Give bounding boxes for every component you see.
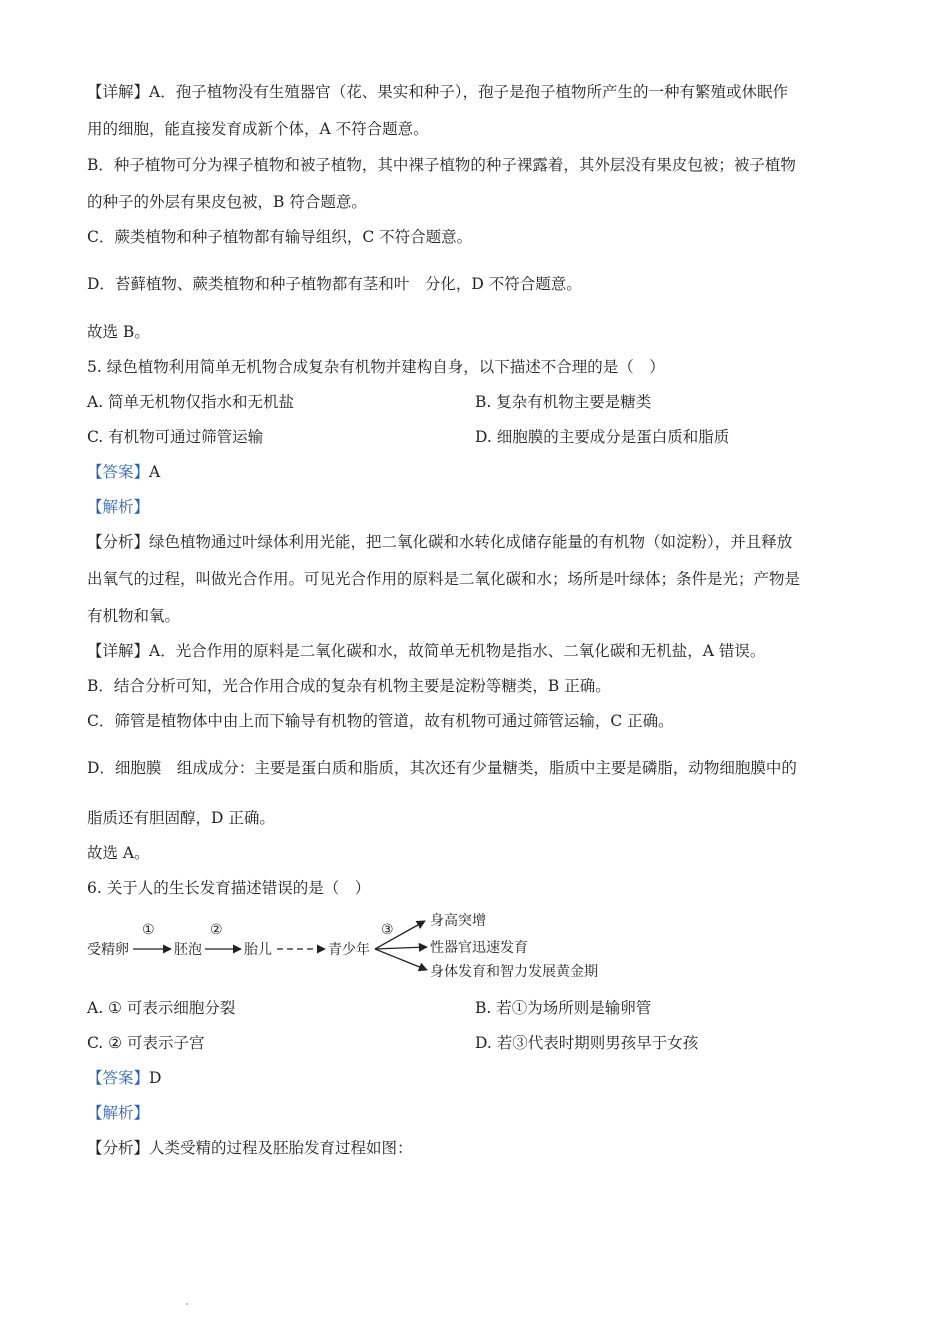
q6-option-b: B. 若①为场所则是输卵管 — [475, 999, 652, 1017]
q6-option-a: A. ① 可表示细胞分裂 — [87, 999, 236, 1017]
q5-option-a: A. 简单无机物仅指水和无机盐 — [87, 393, 295, 411]
arrow-branch-2 — [375, 947, 427, 949]
q5-option-c: C. 有机物可通过筛管运输 — [87, 428, 264, 446]
q5-detail-line-2: B．结合分析可知，光合作用合成的复杂有机物主要是淀粉等糖类，B 正确。 — [87, 677, 611, 695]
q4-detail-line-6: D．苔藓植物、蕨类植物和种子植物都有茎和叶 分化，D 不符合题意。 — [87, 275, 582, 293]
answer-label: 【答案】 — [87, 463, 150, 481]
q4-detail-line-4: 的种子的外层有果皮包被，B 符合题意。 — [87, 193, 367, 211]
q5-detail-line-1: 【详解】A．光合作用的原料是二氧化碳和水，故简单无机物是指水、二氧化碳和无机盐，A 错误。 — [87, 642, 766, 660]
answer-value: D — [149, 1069, 162, 1087]
q5-option-d: D. 细胞膜的主要成分是蛋白质和脂质 — [475, 428, 730, 446]
q6-option-d: D. 若③代表时期则男孩早于女孩 — [475, 1034, 699, 1052]
q5-detail-line-4: D．细胞膜 组成成分：主要是蛋白质和脂质，其次还有少量糖类，脂质中主要是磷脂，动物细胞膜中的 — [87, 759, 797, 777]
answer-label: 【答案】 — [87, 1069, 150, 1087]
branch-height: 身高突增 — [430, 913, 486, 929]
q5-option-b: B. 复杂有机物主要是糖类 — [475, 393, 652, 411]
q5-detail-line-3: C．筛管是植物体中由上而下输导有机物的管道，故有机物可通过筛管运输，C 正确。 — [87, 712, 674, 730]
marker-3: ③ — [381, 922, 394, 938]
q5-detail-line-5: 脂质还有胆固醇，D 正确。 — [87, 809, 275, 827]
q6-option-c: C. ② 可表示子宫 — [87, 1034, 205, 1052]
stage-fetus: 胎儿 — [244, 942, 272, 958]
branch-golden-period: 身体发育和智力发展黄金期 — [430, 964, 598, 980]
q5-analysis-label: 【解析】 — [87, 498, 150, 516]
arrow-branch-3 — [375, 949, 427, 970]
stage-blastocyst: 胚泡 — [174, 942, 202, 958]
q5-analysis-line-3: 有机物和氧。 — [87, 607, 181, 625]
development-flow-diagram — [87, 910, 627, 986]
page-dot — [186, 1303, 188, 1305]
branch-organs: 性器官迅速发育 — [430, 940, 528, 956]
q6-analysis-line-1: 【分析】人类受精的过程及胚胎发育过程如图： — [87, 1139, 413, 1157]
marker-1: ① — [142, 922, 155, 938]
q5-analysis-line-2: 出氧气的过程，叫做光合作用。可见光合作用的原料是二氧化碳和水；场所是叶绿体；条件是光；产物是 — [87, 570, 801, 588]
q4-choice: 故选 B。 — [87, 323, 150, 341]
marker-2: ② — [210, 922, 223, 938]
stage-zygote: 受精卵 — [87, 942, 129, 958]
q4-detail-line-2: 用的细胞，能直接发育成新个体，A 不符合题意。 — [87, 120, 429, 138]
q6-analysis-label: 【解析】 — [87, 1104, 150, 1122]
q4-detail-line-5: C．蕨类植物和种子植物都有输导组织，C 不符合题意。 — [87, 228, 473, 246]
q5-analysis-line-1: 【分析】绿色植物通过叶绿体利用光能，把二氧化碳和水转化成储存能量的有机物（如淀粉），并且释放 — [87, 533, 793, 551]
q5-stem: 5. 绿色植物利用简单无机物合成复杂有机物并建构自身，以下描述不合理的是（ ） — [87, 358, 665, 376]
q5-answer — [87, 462, 160, 482]
q6-stem: 6. 关于人的生长发育描述错误的是（ ） — [87, 879, 371, 897]
q6-answer — [87, 1068, 161, 1088]
q4-detail-line-1: 【详解】A．孢子植物没有生殖器官（花、果实和种子），孢子是孢子植物所产生的一种有繁殖或休眠作 — [87, 83, 788, 101]
answer-value: A — [149, 463, 161, 481]
q5-choice: 故选 A。 — [87, 844, 150, 862]
stage-adolescent: 青少年 — [328, 942, 370, 958]
q4-detail-line-3: B．种子植物可分为裸子植物和被子植物，其中裸子植物的种子裸露着，其外层没有果皮包被；被子植物 — [87, 156, 796, 174]
